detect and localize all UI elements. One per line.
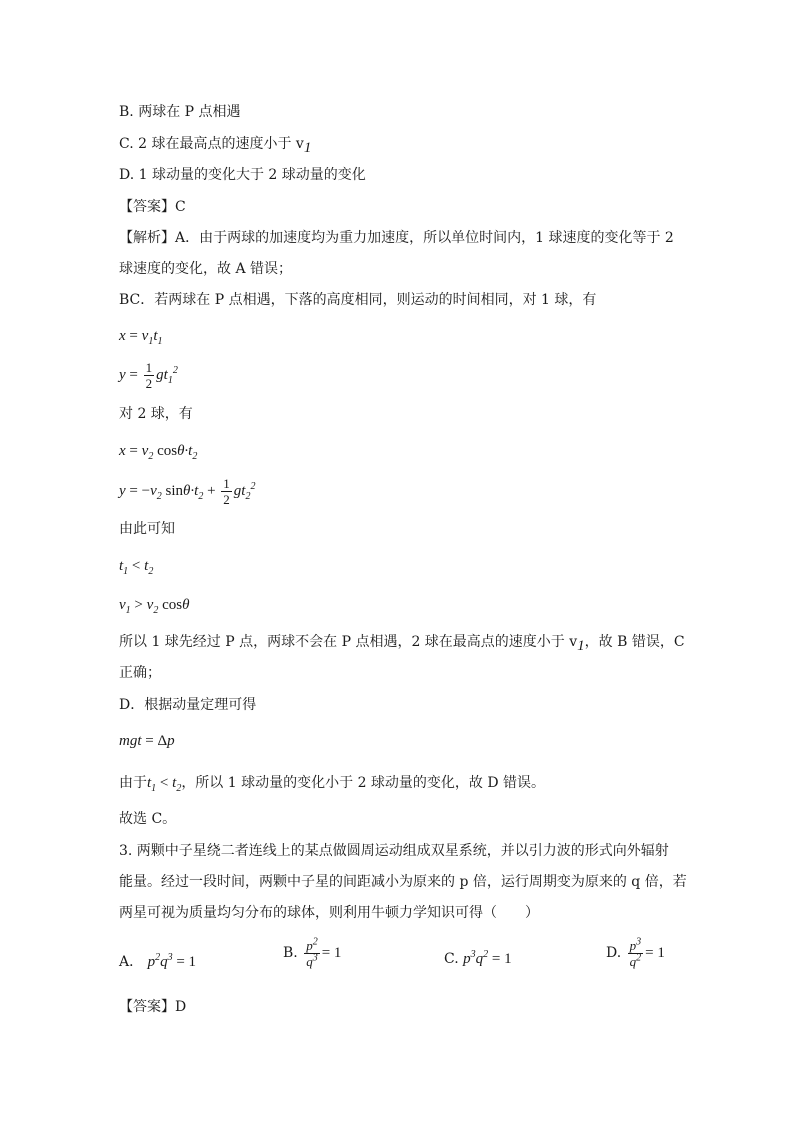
answer-line-q3: 【答案】D xyxy=(119,999,187,1015)
q3-stem-line1: 3. 两颗中子星绕二者连线上的某点做圆周运动组成双星系统，并以引力波的形式向外辐射 xyxy=(119,843,669,859)
conclusion-line2: 正确； xyxy=(119,665,161,681)
formula-x2: $x = v_2$ $\cos\theta\cdot t_2$ xyxy=(119,443,198,462)
answer-tag: 【答案】 xyxy=(119,199,175,215)
analysis-a-line2: 球速度的变化，故 A 错误； xyxy=(119,261,293,277)
answer-value: C xyxy=(175,199,186,215)
analysis-a-line1: 【解析】A．由于两球的加速度均为重力加速度，所以单位时间内，1 球速度的变化等于 2 xyxy=(119,230,674,246)
q3-option-c: C. $p^3q^2 = 1$ xyxy=(444,949,512,967)
formula-x1: $x = v_1t_1$ xyxy=(119,328,163,347)
formula-y2: $y = -v_2$ $\sin\theta\cdot t_2$ + $\frac{1}{2}$ $gt_2^2$ xyxy=(119,476,256,507)
ball2-intro: 对 2 球，有 xyxy=(119,406,193,422)
answer-line-q2 xyxy=(119,197,186,217)
formula-y1: y = $\frac{1}{2}$ $gt_1^2$ xyxy=(119,360,178,391)
choose-line: 故选 C。 xyxy=(119,811,177,827)
q3-stem-line3: 两星可视为质量均匀分布的球体，则利用牛顿力学知识可得（ ） xyxy=(119,905,539,921)
q3-option-b: B. $\frac{p^2}{q^3}$ = 1 xyxy=(283,936,342,969)
inequality-v: $v_1 > v_2$ cosθ xyxy=(119,597,190,616)
inequality-t: $t_1 < t_2$ xyxy=(119,558,154,577)
q3-stem-line2: 能量。经过一段时间，两颗中子星的间距减小为原来的 p 倍，运行周期变为原来的 q 倍，若 xyxy=(119,874,687,890)
analysis-bc: BC．若两球在 P 点相遇，下落的高度相同，则运动的时间相同，对 1 球，有 xyxy=(119,292,597,308)
q3-option-d: D. $\frac{p^3}{q^2}$ = 1 xyxy=(606,936,665,969)
option-b: B. 两球在 P 点相遇 xyxy=(119,104,241,120)
option-d: D. 1 球动量的变化大于 2 球动量的变化 xyxy=(119,167,366,183)
q3-option-a: A． $p^2q^3 = 1$ xyxy=(119,952,197,970)
thus-line: 由此可知 xyxy=(119,521,175,537)
part-d: D．根据动量定理可得 xyxy=(119,697,257,713)
conclusion-line1: 所以 1 球先经过 P 点，两球不会在 P 点相遇，2 球在最高点的速度小于 $v_1$，故 B 错误，C xyxy=(119,634,685,654)
d-conclusion: 由于$t_1 < t_2$，所以 1 球动量的变化小于 2 球动量的变化，故 D 错误。 xyxy=(119,775,546,794)
analysis-tag: 【解析】 xyxy=(119,230,175,246)
option-c: C. 2 球在最高点的速度小于 $v_1$ xyxy=(119,136,312,156)
formula-momentum: mgt = Δp xyxy=(119,733,175,749)
